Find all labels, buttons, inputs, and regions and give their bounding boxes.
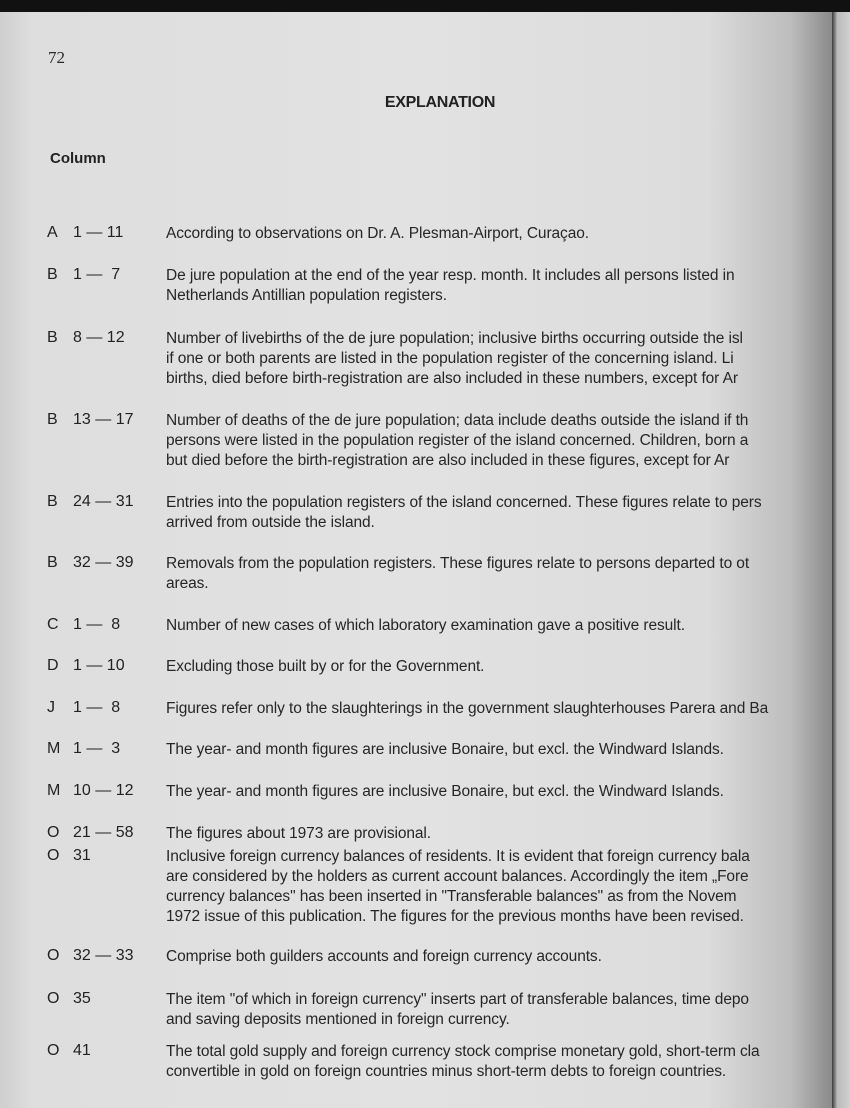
text-line: According to observations on Dr. A. Plesman-Airport, Curaçao.	[166, 225, 589, 242]
table-letter: B	[47, 266, 58, 283]
explanation-text	[166, 657, 832, 677]
table-letter: M	[47, 782, 61, 799]
column-range: 1 — 11	[73, 224, 124, 241]
table-letter: O	[47, 1042, 60, 1059]
column-range: 1 — 8	[73, 616, 121, 633]
text-line: 1972 issue of this publication. The figures for the previous months have been revised.	[166, 908, 744, 925]
table-letter: O	[47, 847, 60, 864]
text-line: arrived from outside the island.	[166, 514, 375, 531]
explanation-text	[166, 947, 832, 967]
text-line: persons were listed in the population register of the island concerned. Children, born a	[166, 432, 749, 449]
text-line: Figures refer only to the slaughterings in the government slaughterhouses Parera and Ba	[166, 700, 769, 717]
column-range: 35	[73, 990, 91, 1007]
text-line: Number of new cases of which laboratory examination gave a positive result.	[166, 617, 685, 634]
text-line: if one or both parents are listed in the population register of the concerning island. Li	[166, 350, 734, 367]
text-line: Entries into the population registers of the island concerned. These figures relate to pers	[166, 494, 762, 511]
explanation-text	[166, 740, 832, 760]
table-letter: O	[47, 824, 60, 841]
text-line: The year- and month figures are inclusive Bonaire, but excl. the Windward Islands.	[166, 783, 724, 800]
text-line: Excluding those built by or for the Government.	[166, 658, 485, 675]
explanation-text	[166, 493, 832, 533]
text-line: Inclusive foreign currency balances of residents. It is evident that foreign currency bala	[166, 848, 750, 865]
text-line: De jure population at the end of the year resp. month. It includes all persons listed in	[166, 267, 735, 284]
column-range: 1 — 8	[73, 699, 121, 716]
document-page	[0, 12, 832, 1108]
text-line: The year- and month figures are inclusive Bonaire, but excl. the Windward Islands.	[166, 741, 724, 758]
text-line: births, died before birth-registration are also included in these numbers, except for Ar	[166, 370, 738, 387]
column-range: 32 — 39	[73, 554, 134, 571]
text-line: Netherlands Antillian population registers.	[166, 287, 447, 304]
text-line: Removals from the population registers. These figures relate to persons departed to ot	[166, 555, 750, 572]
adjacent-page-edge	[832, 12, 850, 1108]
explanation-text	[166, 266, 832, 306]
column-range: 1 — 3	[73, 740, 121, 757]
table-letter: M	[47, 740, 61, 757]
text-line: currency balances" has been inserted in "Transferable balances" as from the Novem	[166, 888, 737, 905]
table-letter: D	[47, 657, 59, 674]
column-range: 31	[73, 847, 91, 864]
table-letter: C	[47, 616, 59, 633]
explanation-text	[166, 847, 832, 927]
table-letter: A	[47, 224, 58, 241]
text-line: Comprise both guilders accounts and foreign currency accounts.	[166, 948, 602, 965]
explanation-text	[166, 824, 832, 844]
column-range: 1 — 7	[73, 266, 121, 283]
text-line: and saving deposits mentioned in foreign currency.	[166, 1011, 510, 1028]
explanation-text	[166, 1042, 832, 1082]
explanation-text	[166, 616, 832, 636]
table-letter: O	[47, 990, 60, 1007]
explanation-text	[166, 782, 832, 802]
explanation-text	[166, 990, 832, 1030]
column-range: 1 — 10	[73, 657, 125, 674]
column-header: Column	[50, 150, 106, 167]
text-line: but died before the birth-registration are also included in these figures, except for Ar	[166, 452, 730, 469]
table-letter: B	[47, 493, 58, 510]
page-number: 72	[48, 48, 65, 67]
column-range: 32 — 33	[73, 947, 134, 964]
column-range: 21 — 58	[73, 824, 134, 841]
explanation-text	[166, 329, 832, 389]
column-range: 10 — 12	[73, 782, 134, 799]
table-letter: B	[47, 554, 58, 571]
explanation-text	[166, 411, 832, 471]
column-range: 41	[73, 1042, 91, 1059]
text-line: are considered by the holders as current account balances. Accordingly the item „Fore	[166, 868, 749, 885]
column-range: 24 — 31	[73, 493, 134, 510]
text-line: The figures about 1973 are provisional.	[166, 825, 431, 842]
column-range: 13 — 17	[73, 411, 134, 428]
text-line: The total gold supply and foreign currency stock comprise monetary gold, short-term cla	[166, 1043, 760, 1060]
explanation-text	[166, 224, 832, 244]
explanation-text	[166, 699, 832, 719]
text-line: areas.	[166, 575, 209, 592]
table-letter: O	[47, 947, 60, 964]
text-line: convertible in gold on foreign countries minus short-term debts to foreign countries.	[166, 1063, 727, 1080]
text-line: The item "of which in foreign currency" inserts part of transferable balances, time depo	[166, 991, 749, 1008]
table-letter: J	[47, 699, 55, 716]
text-line: Number of livebirths of the de jure population; inclusive births occurring outside the isl	[166, 330, 743, 347]
table-letter: B	[47, 411, 58, 428]
column-range: 8 — 12	[73, 329, 125, 346]
text-line: Number of deaths of the de jure population; data include deaths outside the island if th	[166, 412, 749, 429]
explanation-text	[166, 554, 832, 594]
page-title: EXPLANATION	[384, 94, 496, 111]
table-letter: B	[47, 329, 58, 346]
